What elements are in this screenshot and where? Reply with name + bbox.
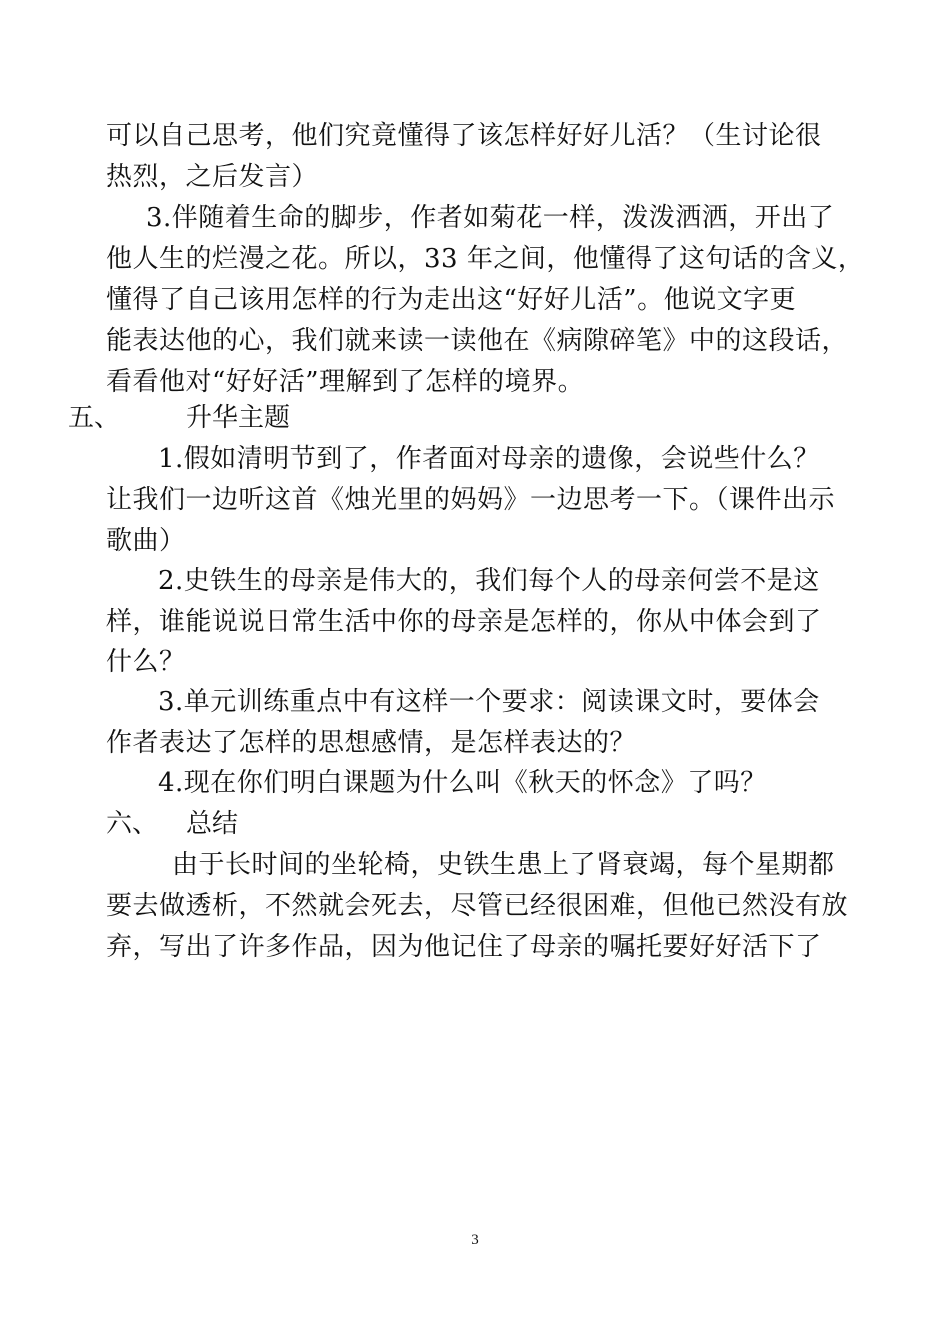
section-number: 六、 [106,809,159,839]
text-line: 1.假如清明节到了，作者面对母亲的遗像，会说些什么？ [158,444,820,474]
text-line: 让我们一边听这首《烛光里的妈妈》一边思考一下。（课件出示 [106,485,836,515]
section-heading: 总结 [186,809,239,839]
section-number: 五、 [68,403,121,433]
text-line: 4.现在你们明白课题为什么叫《秋天的怀念》了吗？ [158,768,767,798]
text-line: 3.单元训练重点中有这样一个要求：阅读课文时，要体会 [158,687,820,717]
text-line: 懂得了自己该用怎样的行为走出这“好好儿活”。他说文字更 [106,285,797,315]
section-heading: 升华主题 [186,403,291,433]
text-line: 3.伴随着生命的脚步，作者如菊花一样，泼泼洒洒，开出了 [146,203,835,233]
text-line: 什么？ [106,647,186,677]
text-line: 可以自己思考，他们究竟懂得了该怎样好好儿活？（生讨论很 [106,121,822,151]
text-line: 能表达他的心，我们就来读一读他在《病隙碎笔》中的这段话， [106,326,849,356]
text-line: 由于长时间的坐轮椅，史铁生患上了肾衰竭，每个星期都 [172,850,835,880]
text-line: 看看他对“好好活”理解到了怎样的境界。 [106,367,585,397]
text-line: 弃，写出了许多作品，因为他记住了母亲的嘱托要好好活下了 [106,932,822,962]
text-line: 要去做透析，不然就会死去，尽管已经很困难，但他已然没有放 [106,891,849,921]
text-line: 样，谁能说说日常生活中你的母亲是怎样的，你从中体会到了 [106,607,822,637]
text-line: 热烈，之后发言） [106,162,319,192]
text-line: 2.史铁生的母亲是伟大的，我们每个人的母亲何尝不是这 [158,566,820,596]
page-number: 3 [471,1232,479,1248]
text-line: 他人生的烂漫之花。所以，33 年之间，他懂得了这句话的含义， [106,244,865,274]
text-line: 歌曲） [106,526,186,556]
text-line: 作者表达了怎样的思想感情，是怎样表达的？ [106,728,637,758]
